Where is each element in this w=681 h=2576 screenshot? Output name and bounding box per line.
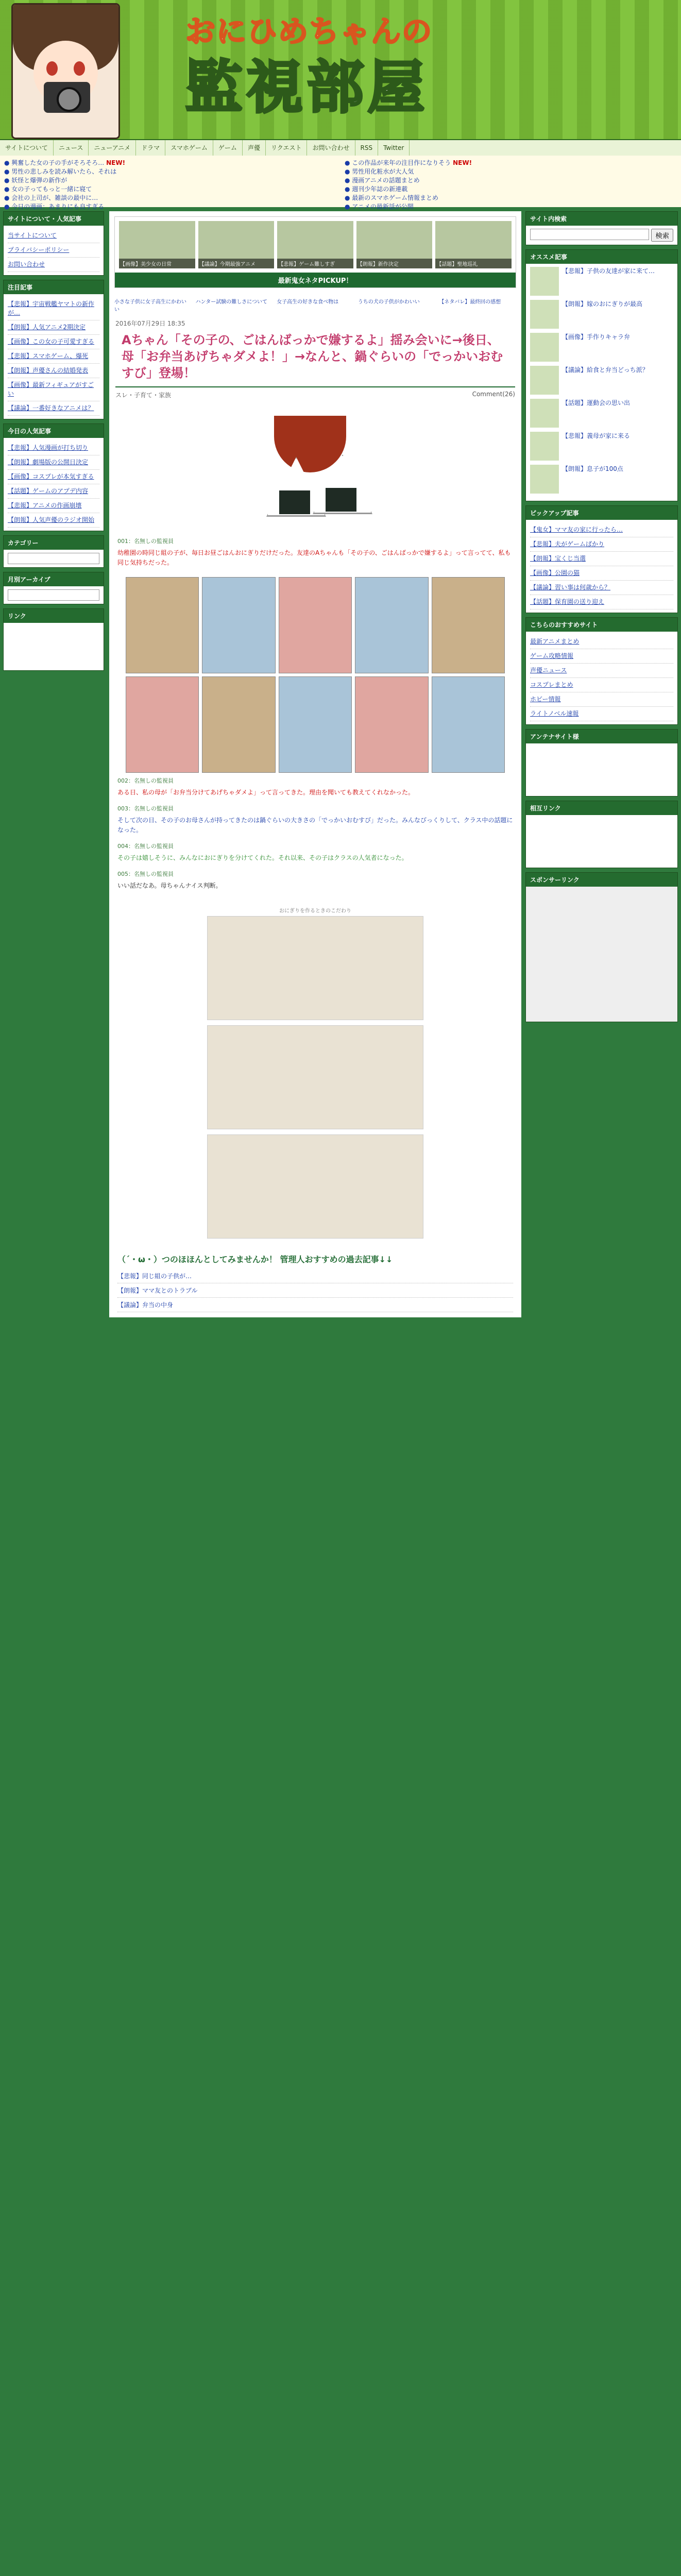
- box-title: サイトについて・人気記事: [4, 212, 104, 226]
- ticker-link[interactable]: ● 興奮した女の子の手がそろそろ… NEW!: [4, 159, 126, 166]
- nav-item[interactable]: Twitter: [378, 140, 410, 156]
- ticker-link[interactable]: ● 女の子ってもっと一緒に寝て: [4, 185, 92, 193]
- popular-box: [3, 423, 104, 531]
- ticker-link[interactable]: ● 最新のスマホゲーム情報まとめ: [345, 194, 439, 201]
- category-select[interactable]: [8, 553, 99, 564]
- sidebar-link[interactable]: 声優ニュース: [530, 664, 673, 678]
- recommend-item[interactable]: 【朗報】息子が100点: [530, 465, 673, 494]
- mutual-link-box: [525, 801, 678, 868]
- box-title: カテゴリー: [4, 536, 104, 550]
- about-box: [3, 211, 104, 276]
- res-body: 幼稚園の時同じ組の子が、毎日お昼ごはんおにぎりだけだった。友達のAちゃんも「その子の、ごはんばっかで嫌するよ」って言ってて、私も同じ気持ちだった。: [117, 549, 511, 566]
- ticker-link[interactable]: ● 会社の上司が、雑談の最中に…: [4, 194, 98, 201]
- pickup-box: [525, 505, 678, 613]
- nav-item[interactable]: ドラマ: [136, 140, 165, 156]
- pickup-section: [114, 216, 516, 288]
- ticker-link[interactable]: ● 漫画アニメの話題まとめ: [345, 177, 420, 184]
- res-body: ある日、私の母が「お弁当分けてあげちゃダメよ」って言ってきた。理由を聞いても教えてくれなかった。: [117, 789, 415, 796]
- sidebar-link[interactable]: 【話題】ゲームのアプデ内容: [8, 484, 99, 499]
- box-title: ピックアップ記事: [526, 506, 677, 520]
- sidebar-link[interactable]: 【悲報】人気漫画が打ち切り: [8, 441, 99, 455]
- ticker-right-list: [340, 156, 681, 210]
- article-title[interactable]: Aちゃん「その子の、ごはんばっかで嫌するよ」揺み会いに→後日、母「お弁当あげちゃダメよ！」→なんと、鍋ぐらいの「でっかいおむすび」登場！: [115, 330, 515, 387]
- ticker-link[interactable]: ● 妖怪と爆弾の新作が: [4, 177, 67, 184]
- res-header: 004：名無しの監視員: [117, 843, 174, 850]
- ad-slot[interactable]: [526, 887, 677, 1022]
- sidebar-link[interactable]: ライトノベル速報: [530, 707, 673, 721]
- box-title: 今日の人気記事: [4, 424, 104, 438]
- sidebar-link[interactable]: 【朗報】人気声優のラジオ開始: [8, 513, 99, 528]
- nav-item[interactable]: サイトについて: [0, 140, 54, 156]
- archive-select[interactable]: [8, 589, 99, 601]
- left-sidebar: [3, 211, 104, 675]
- related-links: [109, 293, 521, 317]
- sidebar-link[interactable]: 【朗報】宝くじ当選: [530, 552, 673, 566]
- global-nav: [0, 139, 681, 157]
- pickup-title: 最新鬼女ネタPICKUP！: [115, 273, 516, 287]
- sidebar-link[interactable]: お問い合わせ: [8, 258, 99, 272]
- sidebar-link[interactable]: 【鬼女】ママ友の家に行ったら…: [530, 523, 673, 537]
- sidebar-link[interactable]: 【悲報】夫がゲームばかり: [530, 537, 673, 552]
- site-subtitle: おにひめちゃんの: [185, 14, 433, 49]
- related-link[interactable]: 女子高生の好きな食べ物は: [277, 299, 339, 305]
- recommend-item[interactable]: 【画像】手作りキャラ弁: [530, 333, 673, 362]
- book-cover[interactable]: [279, 676, 352, 773]
- book-cover[interactable]: [279, 577, 352, 673]
- nav-item[interactable]: ニューアニメ: [89, 140, 136, 156]
- res-header: 005：名無しの監視員: [117, 871, 174, 877]
- recommend-box: [525, 249, 678, 501]
- search-button[interactable]: 検索: [651, 229, 673, 242]
- food-caption: おにぎりを作るときのこだわり: [279, 908, 351, 914]
- box-title: こちらのおすすめサイト: [526, 618, 677, 632]
- box-title: スポンサーリンク: [526, 873, 677, 887]
- related-link[interactable]: 【ネタバレ】最終回の感想: [439, 299, 501, 305]
- box-title: リンク: [4, 609, 104, 623]
- sidebar-link[interactable]: 【議論】習い事は何歳から？: [530, 581, 673, 595]
- ticker-link[interactable]: ● 今日の漫画：あまりにも良すぎる: [4, 203, 105, 210]
- article-hero-image: [235, 405, 395, 529]
- recommend-title: （´・ω・）つのほほんとしてみませんか！ 管理人おすすめの過去記事↓↓: [117, 1255, 393, 1264]
- sidebar-link[interactable]: 【画像】最新フィギュアがすごい: [8, 378, 99, 401]
- pickup-thumbnail[interactable]: 【議論】今期最強アニメ: [198, 221, 275, 268]
- related-link[interactable]: ハンター試験の難しさについて: [195, 299, 267, 305]
- news-ticker: [0, 156, 681, 210]
- sidebar-link[interactable]: 【画像】公園の猫: [530, 566, 673, 581]
- ticker-left-list: [0, 156, 340, 210]
- nav-item[interactable]: お問い合わせ: [307, 140, 355, 156]
- nav-item[interactable]: 声優: [243, 140, 266, 156]
- sidebar-link[interactable]: 【朗報】劇場版の公開日決定: [8, 455, 99, 470]
- nav-item[interactable]: ゲーム: [213, 140, 243, 156]
- sidebar-link[interactable]: 【悲報】宇宙戦艦ヤマトの新作が…: [8, 297, 99, 320]
- sidebar-link[interactable]: 【悲報】スマホゲーム、爆死: [8, 349, 99, 364]
- sidebar-link[interactable]: 【悲報】アニメの作画崩壊: [8, 499, 99, 513]
- box-title: アンテナサイト様: [526, 730, 677, 743]
- related-link[interactable]: うちの犬の子供がかわいい: [357, 299, 420, 305]
- sponsor-box: [525, 872, 678, 1022]
- book-cover[interactable]: [126, 676, 199, 773]
- recommend-item[interactable]: 【話題】運動会の思い出: [530, 399, 673, 428]
- ticker-link[interactable]: ● この作品が来年の注目作になりそう NEW!: [345, 159, 472, 166]
- food-image: [207, 1134, 423, 1239]
- search-input[interactable]: [530, 229, 649, 240]
- nav-item[interactable]: スマホゲーム: [165, 140, 213, 156]
- sidebar-link[interactable]: 【画像】この女の子可愛すぎる: [8, 335, 99, 349]
- res-header: 002：名無しの監視員: [117, 777, 174, 784]
- article-date: 2016年07月29日 18:35: [115, 320, 185, 327]
- recommend-item[interactable]: 【朗報】嫁のおにぎりが最高: [530, 300, 673, 329]
- pickup-thumbnail[interactable]: 【悲報】ゲーム難しすぎ: [277, 221, 353, 268]
- sidebar-link[interactable]: プライバシーポリシー: [8, 243, 99, 258]
- box-title: サイト内検索: [526, 212, 677, 226]
- recommend-link[interactable]: 【議論】弁当の中身: [117, 1298, 513, 1312]
- comment-count[interactable]: Comment(26): [472, 391, 515, 398]
- res-header: 003：名無しの監視員: [117, 805, 174, 812]
- category-box: [3, 535, 104, 568]
- book-cover[interactable]: [432, 577, 505, 673]
- nav-item[interactable]: ニュース: [54, 140, 89, 156]
- sidebar-link[interactable]: 【話題】保育園の送り迎え: [530, 595, 673, 609]
- sidebar-link[interactable]: ゲーム攻略情報: [530, 649, 673, 664]
- res-body: そして次の日、その子のお母さんが持ってきたのは鍋ぐらいの大きさの「でっかいおむすび」だった。みんなびっくりして、クラス中の話題になった。: [117, 817, 513, 834]
- box-title: オススメ記事: [526, 250, 677, 264]
- box-title: 相互リンク: [526, 801, 677, 815]
- antenna-box: [525, 729, 678, 796]
- res-header: 001：名無しの監視員: [117, 538, 174, 545]
- recommend-item[interactable]: 【議論】給食と弁当どっち派？: [530, 366, 673, 395]
- res-body: いい話だなあ。母ちゃんナイス判断。: [117, 882, 222, 889]
- pickup-thumbnail[interactable]: 【画像】美少女の日常: [119, 221, 195, 268]
- recommend-item[interactable]: 【悲報】義母が家に来る: [530, 432, 673, 461]
- food-gallery: [207, 906, 423, 1239]
- main-content: [109, 211, 521, 1317]
- sidebar-link[interactable]: 当サイトについて: [8, 229, 99, 243]
- pickup-thumbnail[interactable]: 【話題】聖地巡礼: [435, 221, 512, 268]
- ticker-link[interactable]: ● 男性用化粧水が大人気: [345, 168, 414, 175]
- recommend-link[interactable]: 【悲報】同じ組の子供が…: [117, 1269, 513, 1283]
- search-box: [525, 211, 678, 245]
- recommend-section: [109, 1244, 521, 1317]
- related-link[interactable]: 小さな子供に女子高生にかわいい: [114, 299, 186, 313]
- site-header: [0, 0, 681, 139]
- sidebar-link[interactable]: コスプレまとめ: [530, 678, 673, 692]
- book-cover[interactable]: [355, 676, 428, 773]
- res-body: その子は嬉しそうに、みんなにおにぎりを分けてくれた。それ以来、その子はクラスの人気者になった。: [117, 854, 408, 861]
- sidebar-link[interactable]: ホビー情報: [530, 692, 673, 707]
- sidebar-link[interactable]: 【朗報】声優さんの結婚発表: [8, 364, 99, 378]
- food-image: [207, 916, 423, 1020]
- sidebar-link[interactable]: 最新アニメまとめ: [530, 635, 673, 649]
- recommend-item[interactable]: 【悲報】子供の友達が家に来て…: [530, 267, 673, 296]
- book-cover[interactable]: [202, 577, 275, 673]
- book-cover[interactable]: [202, 676, 275, 773]
- archive-box: [3, 572, 104, 604]
- box-title: 月別アーカイブ: [4, 572, 104, 586]
- sidebar-link[interactable]: 【画像】コスプレが本気すぎる: [8, 470, 99, 484]
- featured-box: [3, 280, 104, 419]
- food-image: [207, 1025, 423, 1129]
- ad-books: [117, 574, 513, 776]
- sidebar-link[interactable]: 【朗報】人気アニメ2期決定: [8, 320, 99, 335]
- link-box: [3, 608, 104, 671]
- mascot-image: [11, 3, 120, 139]
- site-title[interactable]: 監視部屋: [185, 55, 429, 121]
- sidebar-link[interactable]: 【議論】一番好きなアニメは？: [8, 401, 99, 416]
- partner-box: [525, 617, 678, 725]
- ticker-link[interactable]: ● 週刊少年誌の新連載: [345, 185, 408, 193]
- recommend-link[interactable]: 【朗報】ママ友とのトラブル: [117, 1283, 513, 1298]
- ticker-link[interactable]: ● 男性の悲しみを読み解いたら、それは: [4, 168, 117, 175]
- nav-item[interactable]: リクエスト: [266, 140, 308, 156]
- nav-item[interactable]: RSS: [355, 140, 379, 156]
- pickup-thumbnail[interactable]: 【朗報】新作決定: [356, 221, 433, 268]
- book-cover[interactable]: [126, 577, 199, 673]
- book-cover[interactable]: [355, 577, 428, 673]
- article-category[interactable]: スレ・子育て・家族: [115, 392, 172, 399]
- box-title: 注目記事: [4, 280, 104, 294]
- book-cover[interactable]: [432, 676, 505, 773]
- right-sidebar: [525, 211, 678, 1026]
- thread-body: [109, 532, 521, 901]
- ticker-link[interactable]: ● アニメの最新話が公開: [345, 203, 414, 210]
